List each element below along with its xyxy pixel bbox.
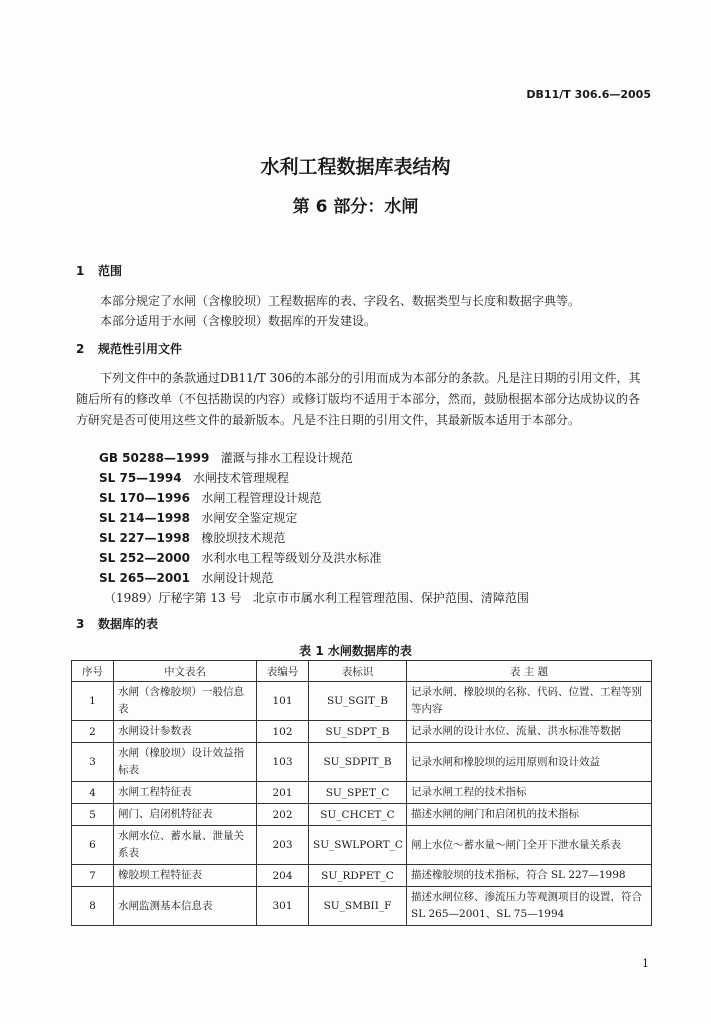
reference-item: SL 170—1996 水闸工程管理设计规范: [99, 491, 322, 505]
document-subtitle: 第 6 部分：水闸: [292, 197, 419, 217]
reference-item: SL 252—2000 水利水电工程等级划分及洪水标准: [99, 551, 382, 565]
table-row: 1 水闸（含橡胶坝）一般信息表 101 SU_SGIT_B 记录水闸、橡胶坝的名称、代码、位置、工程等别等内容: [72, 682, 652, 721]
database-tables-table: [71, 660, 652, 926]
reference-item: （1989）厅秘字第 13 号 北京市市属水利工程管理范围、保护范围、清障范围: [104, 591, 529, 605]
section-number: 3: [76, 617, 85, 631]
section-1-heading: [76, 262, 122, 279]
column-header: 表 主 题: [407, 661, 652, 682]
column-header: 序号: [72, 661, 114, 682]
table-row: 2 水闸设计参数表 102 SU_SDPT_B 记录水闸的设计水位、流量、洪水标准等数据: [72, 721, 652, 743]
table-row: 6 水闸水位、蓄水量、泄量关系表 203 SU_SWLPORT_C 闸上水位～蓄水量～闸门全开下泄水量关系表: [72, 826, 652, 865]
table-row: 5 闸门、启闭机特征表 202 SU_CHCET_C 描述水闸的闸门和启闭机的技术指标: [72, 804, 652, 826]
section-title: 范围: [98, 264, 123, 278]
reference-item: SL 227—1998 橡胶坝技术规范: [99, 531, 286, 545]
column-header: 表标识: [309, 661, 407, 682]
reference-item: SL 75—1994 水闸技术管理规程: [99, 471, 290, 485]
scope-line-1: 本部分规定了水闸（含橡胶坝）工程数据库的表、字段名、数据类型与长度和数据字典等。: [100, 294, 581, 308]
table-row: 4 水闸工程特征表 201 SU_SPET_C 记录水闸工程的技术指标: [72, 782, 652, 804]
table-row: 8 水闸监测基本信息表 301 SU_SMBII_F 描述水闸位移、渗流压力等观测项目的设置，符合 SL 265—2001、SL 75—1994: [72, 887, 652, 926]
column-header: 表编号: [257, 661, 309, 682]
document-title: 水利工程数据库表结构: [260, 156, 451, 178]
reference-item: SL 214—1998 水闸安全鉴定规定: [99, 511, 298, 525]
standard-number: DB11/T 306.6—2005: [526, 88, 651, 101]
normative-references-intro: 下列文件中的条款通过DB11/T 306的本部分的引用而成为本部分的条款。凡是注日期的引用文件，其随后所有的修改单（不包括勘误的内容）或修订版均不适用于本部分，然而，鼓励根据本部分达成协议的各方研究是否可使用这些文件的最新版本。凡是不注日期的引用文件，其最新版本适用于本部分。: [76, 371, 641, 427]
table-row: 3 水闸（橡胶坝）设计效益指标表 103 SU_SDPIT_B 记录水闸和橡胶坝的运用原则和设计效益: [72, 743, 652, 782]
table-row: 7 橡胶坝工程特征表 204 SU_RDPET_C 描述橡胶坝的技术指标，符合 SL 227—1998: [72, 865, 652, 887]
reference-item: SL 265—2001 水闸设计规范: [99, 571, 274, 585]
page-number: 1: [642, 957, 649, 970]
reference-item: GB 50288—1999 灌溉与排水工程设计规范: [99, 451, 353, 465]
section-title: 规范性引用文件: [98, 342, 183, 356]
section-2-heading: [76, 340, 182, 357]
section-title: 数据库的表: [98, 617, 159, 631]
section-3-heading: [76, 615, 158, 632]
section-number: 1: [76, 264, 85, 278]
scope-line-2: 本部分适用于水闸（含橡胶坝）数据库的开发建设。: [100, 314, 377, 328]
table-header-row: [72, 661, 652, 682]
column-header: 中文表名: [114, 661, 257, 682]
section-number: 2: [76, 342, 85, 356]
table-caption: 表 1 水闸数据库的表: [299, 644, 412, 658]
